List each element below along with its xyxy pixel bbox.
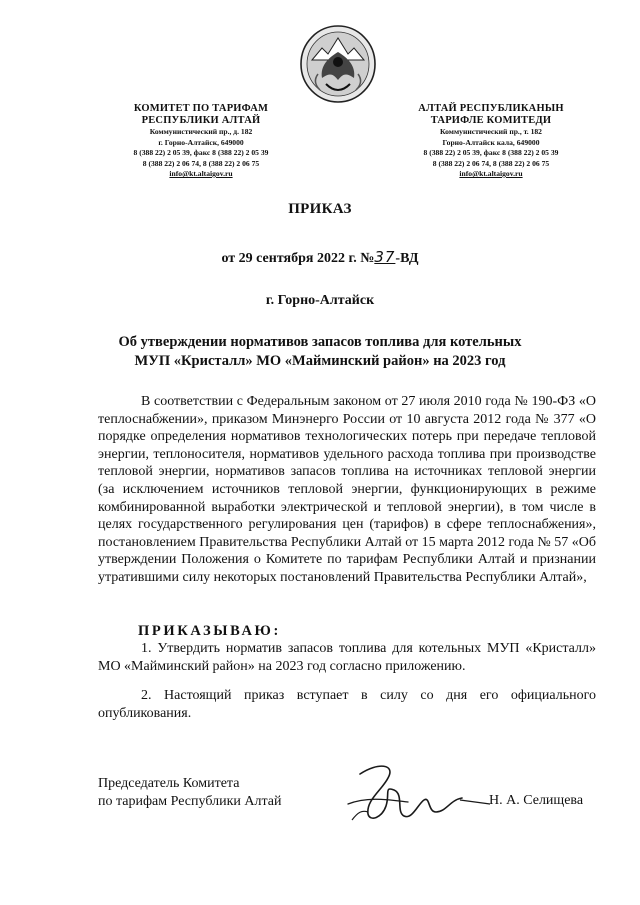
org-name-line2-altai: ТАРИФЛЕ КОМИТЕДИ <box>430 115 552 126</box>
date-prefix: от 29 сентября 2022 г. № <box>221 251 375 266</box>
position-line-2: по тарифам Республики Алтай <box>98 794 282 809</box>
document-subject <box>0 333 640 371</box>
org-name-line2: РЕСПУБЛИКИ АЛТАЙ <box>141 115 261 126</box>
org-phones-2-altai: 8 (388 22) 2 06 74, 8 (388 22) 2 06 75 <box>432 158 550 168</box>
handwritten-number: 37 <box>374 248 396 266</box>
org-city: г. Горно-Алтайск, 649000 <box>158 137 244 147</box>
org-phones-1-altai: 8 (388 22) 2 05 39, факс 8 (388 22) 2 05 39 <box>423 148 559 157</box>
org-address: Коммунистический пр., д. 182 <box>149 127 253 136</box>
signatory-position <box>98 775 281 811</box>
org-address-altai: Коммунистический пр., т. 182 <box>440 127 542 136</box>
signatory-name: Н. А. Селищева <box>489 793 584 808</box>
org-phones-2: 8 (388 22) 2 06 74, 8 (388 22) 2 06 75 <box>142 158 260 168</box>
subject-line-1: Об утверждении нормативов запасов топлива для котельных <box>118 334 522 350</box>
document-city: г. Горно-Алтайск <box>265 293 375 308</box>
position-line-1: Председатель Комитета <box>98 776 240 791</box>
org-name-line1-altai: АЛТАЙ РЕСПУБЛИКАНЫН <box>418 103 564 114</box>
org-phones-1: 8 (388 22) 2 05 39, факс 8 (388 22) 2 05 39 <box>133 148 269 157</box>
subject-line-2: МУП «Кристалл» МО «Майминский район» на 2023 год <box>134 353 506 369</box>
org-email-link-altai[interactable]: info@kt.altaigov.ru <box>459 169 523 178</box>
preamble-paragraph: В соответствии с Федеральным законом от 27 июля 2010 года № 190-ФЗ «О теплоснабжении», приказом Минэнерго России от 10 августа 2012 года № 377 «О порядке определения нормативов технологических потерь при передаче тепловой энергии, теплоносителя, нормативов удельного расхода топлива при производстве тепловой энергии, нормативов запасов топлива на источниках тепловой энергии (за исключением источников тепловой энергии, функционирующих в режиме комбинированной выработки электрической и тепловой энергии), в том числе в целях государственного регулирования цен (тарифов) в сфере теплоснабжения», постановлением Правительства Республики Алтай от 15 марта 2012 года № 57 «Об утверждении Положения о Комитете по тарифам Республики Алтай и признании утратившими силу некоторых постановлений Правительства Республики Алтай», <box>98 394 596 585</box>
document-date <box>0 248 640 267</box>
org-city-altai: Горно-Алтайск кала, 649000 <box>442 137 540 147</box>
number-suffix: -ВД <box>395 251 419 266</box>
handwritten-signature <box>338 760 498 832</box>
order-word: ПРИКАЗЫВАЮ: <box>138 623 281 639</box>
org-name-line1: КОМИТЕТ ПО ТАРИФАМ <box>133 103 269 114</box>
header-left <box>86 103 316 180</box>
header-right <box>376 103 606 180</box>
order-item-1: 1. Утвердить норматив запасов топлива для котельных МУП «Кристалл» МО «Майминский район» на 2023 год согласно приложению. <box>98 641 596 674</box>
coat-of-arms-icon <box>298 22 378 104</box>
org-email-link[interactable]: info@kt.altaigov.ru <box>169 169 233 178</box>
document-title: ПРИКАЗ <box>288 201 352 217</box>
order-item-2: 2. Настоящий приказ вступает в силу со дня его официального опубликования. <box>98 688 596 721</box>
